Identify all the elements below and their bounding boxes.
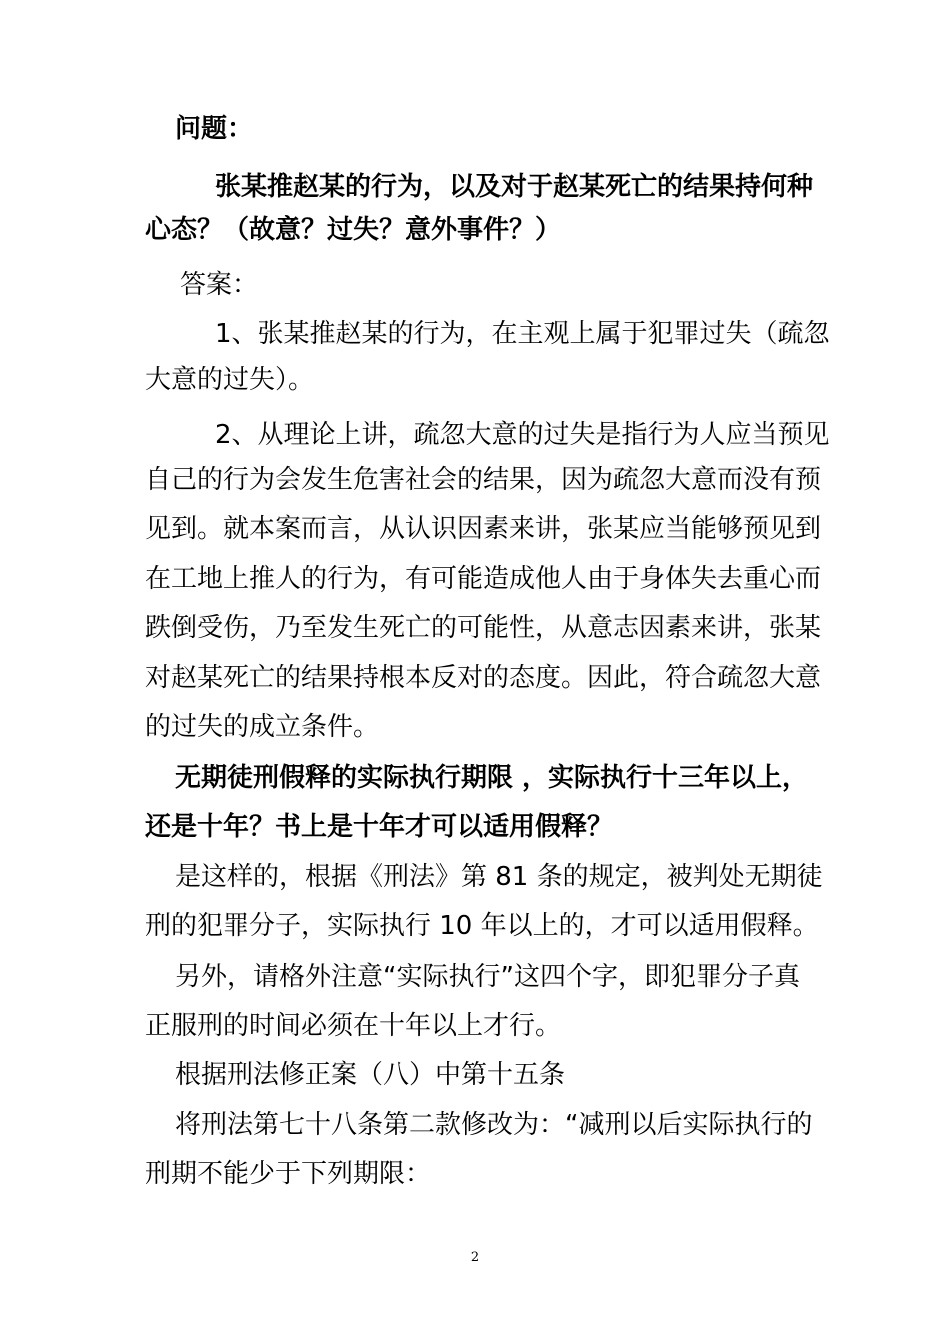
amendment-text-line1: 将刑法第七十八条第二款修改为：“减刑以后实际执行的 bbox=[175, 1110, 813, 1140]
answer1-line2: 大意的过失）。 bbox=[145, 365, 315, 395]
question2-line2: 还是十年？书上是十年才可以适用假释？ bbox=[145, 812, 614, 842]
answer2-line7: 的过失的成立条件。 bbox=[145, 712, 380, 742]
reply1-line1: 是这样的，根据《刑法》第 81 条的规定，被判处无期徒 bbox=[175, 862, 823, 892]
amendment-text-line2: 刑期不能少于下列期限： bbox=[145, 1159, 432, 1189]
answer2-line6: 对赵某死亡的结果持根本反对的态度。因此，符合疏忽大意 bbox=[145, 663, 822, 693]
answer2-line5: 跌倒受伤，乃至发生死亡的可能性，从意志因素来讲，张某 bbox=[145, 613, 822, 643]
answer2-line1: 2、从理论上讲，疏忽大意的过失是指行为人应当预见 bbox=[215, 420, 830, 450]
answer2-line3: 见到。就本案而言，从认识因素来讲，张某应当能够预见到 bbox=[145, 514, 822, 544]
answer-label: 答案： bbox=[180, 270, 259, 300]
reply2-line1: 另外，请格外注意“实际执行”这四个字，即犯罪分子真 bbox=[175, 962, 800, 992]
answer2-line4: 在工地上推人的行为，有可能造成他人由于身体失去重心而 bbox=[145, 564, 822, 594]
question-heading: 问题： bbox=[175, 114, 254, 144]
answer2-line2: 自己的行为会发生危害社会的结果，因为疏忽大意而没有预 bbox=[145, 465, 822, 495]
reply2-line2: 正服刑的时间必须在十年以上才行。 bbox=[145, 1011, 562, 1041]
page-number: 2 bbox=[470, 1250, 480, 1265]
answer1-line1: 1、张某推赵某的行为，在主观上属于犯罪过失（疏忽 bbox=[215, 319, 830, 349]
question1-line2: 心态？（故意？过失？意外事件？） bbox=[145, 215, 562, 245]
question2-line1: 无期徒刑假释的实际执行期限 ，实际执行十三年以上， bbox=[175, 763, 809, 793]
amendment-reference: 根据刑法修正案（八）中第十五条 bbox=[175, 1060, 566, 1090]
reply1-line2: 刑的犯罪分子，实际执行 10 年以上的，才可以适用假释。 bbox=[145, 911, 819, 941]
question1-line1: 张某推赵某的行为，以及对于赵某死亡的结果持何种 bbox=[215, 172, 814, 202]
